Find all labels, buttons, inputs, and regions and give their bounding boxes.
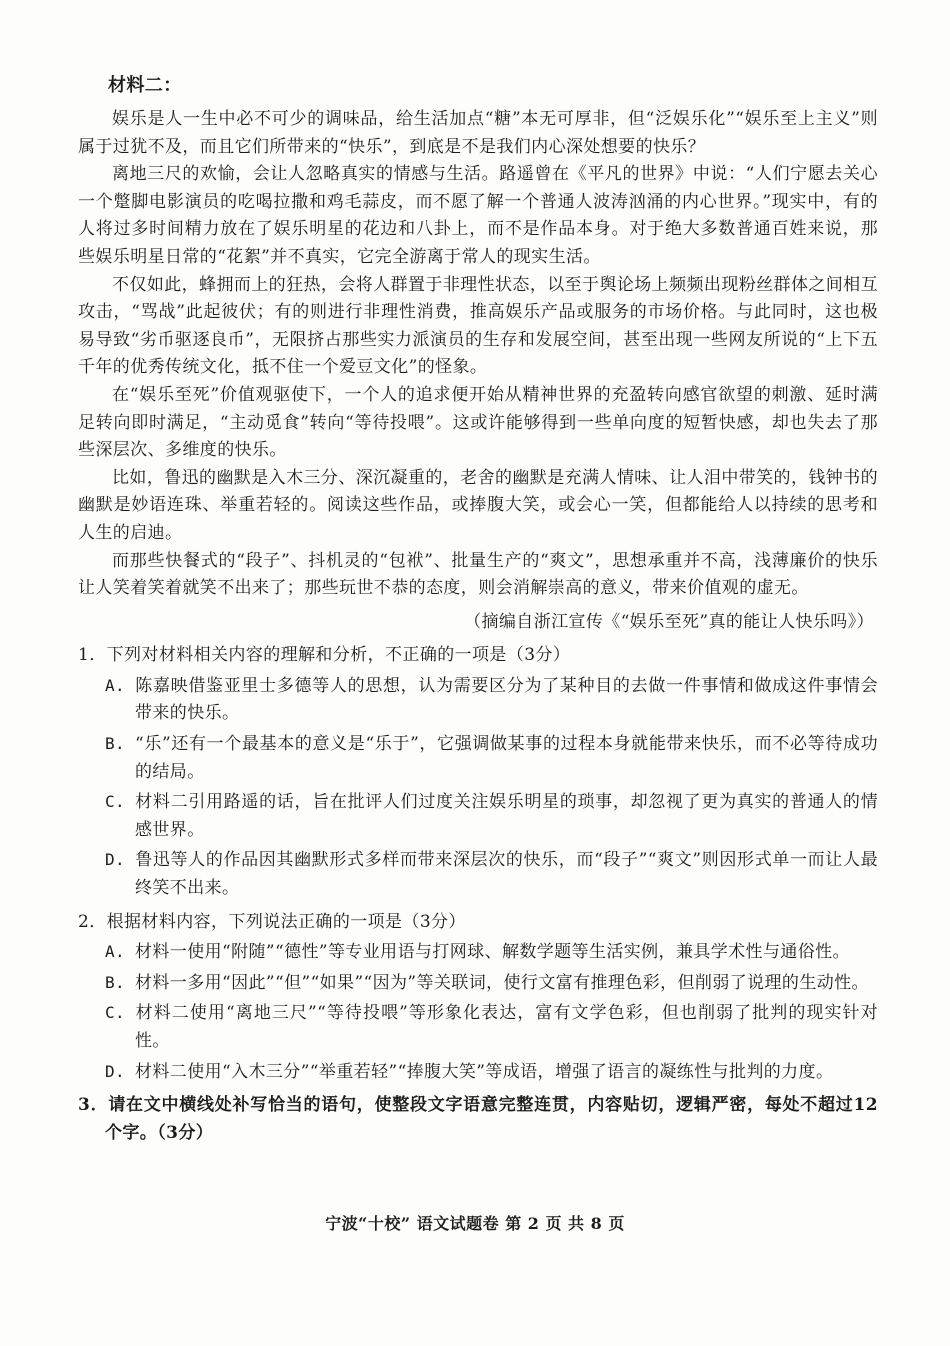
option-text: 材料一多用“因此”“但”“如果”“因为”等关联词，使行文富有推理色彩，但削弱了说理的生动性。	[135, 972, 869, 993]
option-c	[105, 788, 878, 844]
option-a	[105, 672, 878, 728]
material-body	[78, 106, 878, 603]
question-stem: 1．下列对材料相关内容的理解和分析，不正确的一项是（3分）	[78, 645, 571, 666]
option-letter: D.	[105, 850, 126, 870]
question-3	[78, 1092, 878, 1147]
option-b	[105, 969, 878, 998]
option-text: 鲁迅等人的作品因其幽默形式多样而带来深层次的快乐，而“段子”“爽文”则因形式单一而让人最终笑不出来。	[135, 850, 878, 899]
option-text: 材料二使用“入木三分”“举重若轻”“捧腹大笑”等成语，增强了语言的凝练性与批判的力度。	[135, 1061, 834, 1082]
option-text: 陈嘉映借鉴亚里士多德等人的思想，认为需要区分为了某种目的去做一件事情和做成这件事情会带来的快乐。	[135, 675, 878, 724]
paragraph-4: 在“娱乐至死”价值观驱使下，一个人的追求便开始从精神世界的充盈转向感官欲望的刺激、延时满足转向即时满足，“主动觅食”转向“等待投喂”。这或许能够得到一些单向度的短暂快感，却也失去了那些深层次、多维度的快乐。	[78, 384, 878, 461]
option-text: “乐”还有一个最基本的意义是“乐于”，它强调做某事的过程本身就能带来快乐，而不必等待成功的结局。	[135, 734, 878, 782]
option-list	[78, 672, 878, 903]
paragraph-5: 比如，鲁迅的幽默是入木三分、深沉凝重的，老舍的幽默是充满人情味、让人泪中带笑的，钱钟书的幽默是妙语连珠、举重若轻的。阅读这些作品，或捧腹大笑，或会心一笑，但都能给人以持续的思考和人生的启迪。	[78, 467, 878, 543]
option-c	[105, 999, 878, 1055]
paragraph-1: 娱乐是人一生中必不可少的调味品，给生活加点“糖”本无可厚非，但“泛娱乐化”“娱乐至上主义”则属于过犹不及，而且它们所带来的“快乐”，到底是不是我们内心深处想要的快乐？	[78, 109, 878, 157]
material-heading: 材料二：	[108, 75, 182, 96]
option-text: 材料二引用路遥的话，旨在批评人们过度关注娱乐明星的琐事，却忽视了更为真实的普通人的情感世界。	[135, 792, 878, 840]
option-d	[105, 846, 878, 902]
option-d	[105, 1058, 878, 1087]
option-list	[78, 938, 878, 1086]
option-text: 材料二使用“离地三尺”“等待投喂”等形象化表达，富有文学色彩，但也削弱了批判的现实针对性。	[135, 1003, 878, 1051]
paragraph-2: 离地三尺的欢愉，会让人忽略真实的情感与生活。路遥曾在《平凡的世界》中说：“人们宁愿去关心一个蹩脚电影演员的吃喝拉撒和鸡毛蒜皮，而不愿了解一个普通人波涛汹涌的内心世界。”现实中，有的人将过多时间精力放在了娱乐明星的花边和八卦上，而不是作品本身。对于绝大多数普通百姓来说，那些娱乐明星日常的“花絮”并不真实，它完全游离于常人的现实生活。	[78, 164, 878, 267]
option-letter: C.	[105, 792, 126, 812]
source-citation: （摘编自浙江宣传《“娱乐至死”真的能让人快乐吗》）	[464, 611, 874, 632]
option-text: 材料一使用“附随”“德性”等专业用语与打网球、解数学题等生活实例，兼具学术性与通俗性。	[135, 942, 850, 963]
option-letter: B.	[105, 734, 126, 754]
question-stem: 3．请在文中横线处补写恰当的语句，使整段文字语意完整连贯，内容贴切，逻辑严密，每处不超过12个字。（3分）	[78, 1095, 878, 1143]
option-letter: A.	[105, 675, 126, 695]
option-a	[105, 938, 878, 967]
option-letter: B.	[105, 972, 126, 992]
question-stem: 2．根据材料内容，下列说法正确的一项是（3分）	[78, 911, 466, 932]
question-1	[78, 642, 878, 902]
exam-page-content	[78, 72, 878, 1147]
question-2	[78, 909, 878, 1087]
option-b	[105, 730, 878, 786]
paragraph-3: 不仅如此，蜂拥而上的狂热，会将人群置于非理性状态，以至于舆论场上频频出现粉丝群体之间相互攻击，“骂战”此起彼伏；有的则进行非理性消费，推高娱乐产品或服务的市场价格。与此同时，这也极易导致“劣币驱逐良币”，无限挤占那些实力派演员的生存和发展空间，甚至出现一些网友所说的“上下五千年的优秀传统文化，抵不住一个爱豆文化”的怪象。	[78, 274, 878, 378]
page-footer: 宁波“十校” 语文试题卷 第 2 页 共 8 页	[325, 1214, 625, 1233]
paragraph-6: 而那些快餐式的“段子”、抖机灵的“包袱”、批量生产的“爽文”，思想承重并不高，浅薄廉价的快乐让人笑着笑着就笑不出来了；那些玩世不恭的态度，则会消解崇高的意义，带来价值观的虚无。	[78, 550, 878, 599]
option-letter: D.	[105, 1061, 126, 1081]
option-letter: C.	[105, 1003, 126, 1023]
option-letter: A.	[105, 942, 126, 962]
